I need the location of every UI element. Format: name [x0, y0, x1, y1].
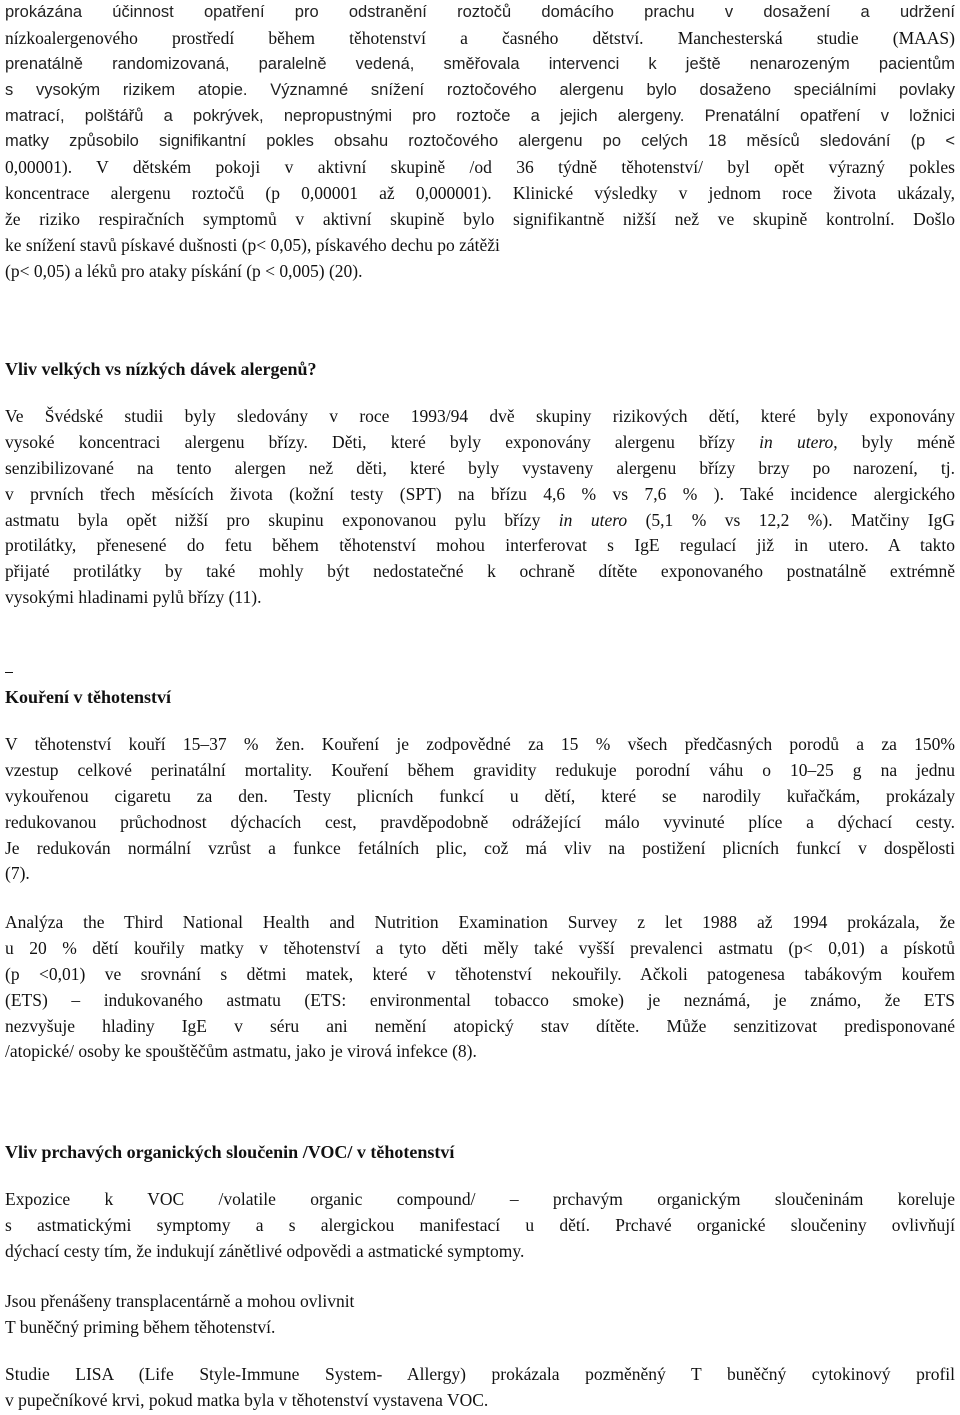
text-line: s astmatickými symptomy a s alergickou manifestací u dětí. Prchavé organické sloučeniny ovlivňují [5, 1214, 955, 1235]
smoking-paragraph-2 [5, 910, 955, 1065]
intro-paragraph [5, 0, 955, 285]
text-line: (ETS) – indukovaného astmatu (ETS: environmental tobacco smoke) je neznámá, je známo, že ETS [5, 989, 955, 1010]
text-line: vykouřenou cigaretu za den. Testy plicních funkcí u dětí, které se narodily kuřačkám, prokázaly [5, 785, 955, 806]
text-line: v pupečníkové krvi, pokud matka byla v těhotenství vystavena VOC. [5, 1389, 489, 1410]
stray-dash [5, 672, 13, 673]
voc-paragraph-3 [5, 1362, 955, 1414]
section-heading-smoking: Kouření v těhotenství [5, 687, 171, 707]
section-heading-voc: Vliv prchavých organických sloučenin /VOC/ v těhotenství [5, 1142, 455, 1162]
text-line: V těhotenství kouří 15–37 % žen. Kouření je zodpovědné za 15 % všech předčasných porodů a za 150% [5, 734, 955, 754]
text-line: nezvyšuje hladiny IgE v séru ani nemění atopický stav dítěte. Může senzitizovat predisponované [5, 1015, 955, 1036]
text-line: Analýza the Third National Health and Nutrition Examination Survey z let 1988 až 1994 prokázala, že [5, 912, 955, 932]
text-line: vzestup celkové perinatální mortality. Kouření během gravidity redukuje porodní váhu o 10–25 g na jednu [5, 759, 955, 780]
smoking-paragraph-1 [5, 732, 955, 887]
text-line: Jsou přenášeny transplacentárně a mohou ovlivnit [5, 1291, 355, 1311]
text-line: matrací, polštářů a pokrývek, nepropustnými pro roztoče a jejich alergeny. Prenatální opatření v ložnici [5, 106, 955, 125]
text-line: prenatálně randomizovaná, paralelně vedená, směřovala intervenci k ještě nenarozeným pacientům [5, 54, 955, 73]
text-line: že riziko respiračních symptomů v aktivní skupině bylo signifikantně nižší než ve skupině kontrolní. Došlo [5, 209, 955, 230]
voc-paragraph-1 [5, 1187, 955, 1265]
text-line: vysokými hladinami pylů břízy (11). [5, 587, 262, 608]
text-line: prokázána účinnost opatření pro odstranění roztočů domácího prachu v dosažení a udržení [5, 3, 955, 21]
text-line: u 20 % dětí kouřily matky v těhotenství a tyto děti měly také vyšší prevalenci astmatu (p< 0,01) a pískotů [5, 937, 955, 958]
text-line: (p< 0,05) a léků pro ataky pískání (p < 0,005) (20). [5, 260, 363, 281]
text-line: Je redukován normální vzrůst a funkce fetálních plic, což má vliv na postižení plicních funkcí v dospělosti [5, 837, 955, 858]
text-line: protilátky, přenesené do fetu během těhotenství mohou interferovat s IgE regulací již in utero. A takto [5, 535, 955, 556]
text-line: /atopické/ osoby ke spouštěčům astmatu, jako je virová infekce (8). [5, 1041, 477, 1062]
text-line: ke snížení stavů pískavé dušnosti (p< 0,05), pískavého dechu po zátěži [5, 235, 500, 256]
text-line: 0,00001). V dětském pokoji v aktivní skupině /od 36 týdně těhotenství/ byl opět výrazný pokles [5, 157, 955, 178]
text-line: Ve Švédské studii byly sledovány v roce 1993/94 dvě skupiny rizikových dětí, které byly exponovány [5, 406, 955, 426]
text-line: přijaté protilátky by také mohly být nedostatečné k ochraně dítěte exponovaného postnatálně extrémně [5, 561, 955, 582]
text-line: s vysokým rizikem atopie. Významné snížení roztočového alergenu bylo dosaženo speciálními povlaky [5, 80, 955, 99]
text-line: T buněčný priming během těhotenství. [5, 1316, 276, 1337]
text-line: vysoké koncentraci alergenu břízy. Děti, které byly exponovány alergenu břízy in utero, byly méně [5, 431, 955, 452]
text-line: Expozice k VOC /volatile organic compound/ – prchavým organickým sloučeninám koreluje [5, 1189, 955, 1209]
text-line: senzibilizované na tento alergen než děti, které byly vystaveny alergenu břízy brzy po narození, tj. [5, 457, 955, 478]
voc-paragraph-2 [5, 1289, 955, 1341]
text-line: astmatu byla opět nižší pro skupinu exponovanou pylu břízy in utero (5,1 % vs 12,2 %). Matčiny IgG [5, 509, 955, 530]
section-heading-dose: Vliv velkých vs nízkých dávek alergenů? [5, 359, 317, 379]
text-line: v prvních třech měsících života (kožní testy (SPT) na břízu 4,6 % vs 7,6 % ). Také incidence alergického [5, 483, 955, 504]
dose-paragraph [5, 404, 955, 611]
text-line: nízkoalergenového prostředí během těhotenství a časného dětství. Manchesterská studie (MAAS) [5, 27, 955, 48]
text-line: matky způsobilo signifikantní pokles obsahu roztočového alergenu po celých 18 měsíců sledování (p < [5, 132, 955, 151]
text-line: dýchací cesty tím, že indukují zánětlivé odpovědi a astmatické symptomy. [5, 1240, 525, 1261]
text-line: Studie LISA (Life Style-Immune System- Allergy) prokázala pozměněný T buněčný cytokinový profil [5, 1364, 955, 1384]
text-line: (7). [5, 863, 30, 884]
text-line: redukovanou průchodnost dýchacích cest, pravděpodobně odrážející málo vyvinuté plíce a dýchací cesty. [5, 811, 955, 832]
text-line: koncentrace alergenu roztočů (p 0,00001 až 0,000001). Klinické výsledky v jednom roce života ukázaly, [5, 183, 955, 204]
text-line: (p <0,01) ve srovnání s dětmi matek, které v těhotenství nekouřily. Ačkoli patogenesa tabákovým kouřem [5, 963, 955, 984]
